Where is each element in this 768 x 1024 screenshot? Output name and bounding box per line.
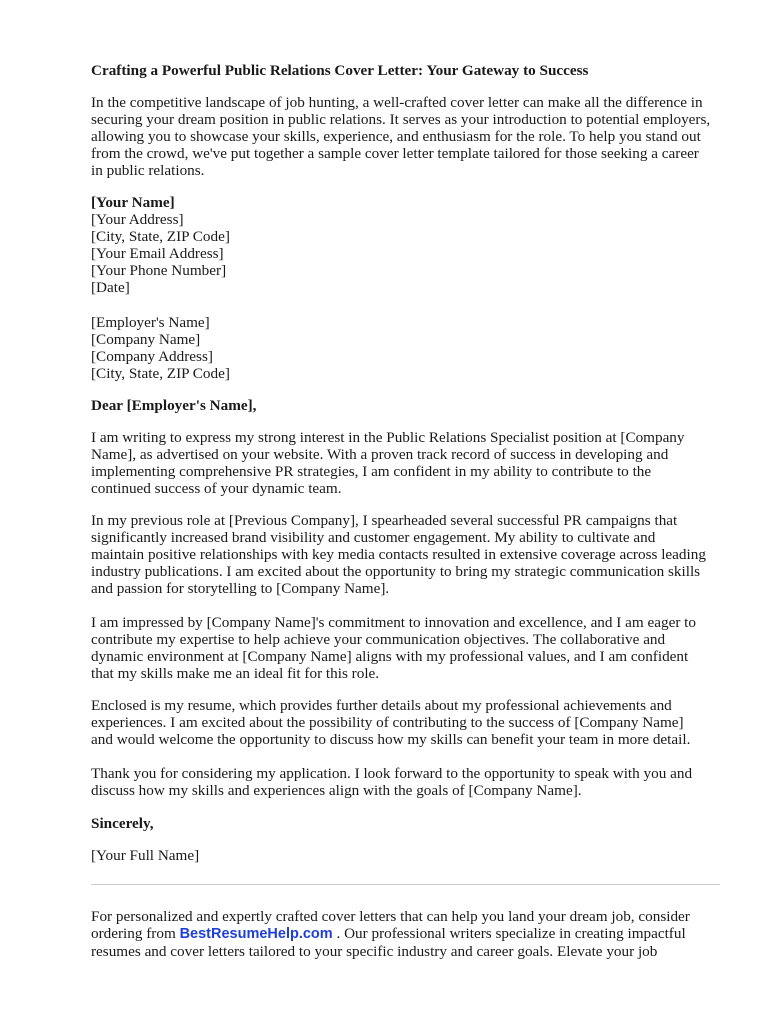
body-line: experiences. I am excited about the possibility of contributing to the success of [Company Name] (91, 714, 684, 731)
intro-line: from the crowd, we've put together a sample cover letter template tailored for those seeking a career (91, 145, 699, 162)
body-line: implementing comprehensive PR strategies, I am confident in my ability to contribute to the (91, 463, 652, 480)
sender-address-line: [City, State, ZIP Code] (91, 228, 230, 245)
body-line: discuss how my skills and experiences align with the goals of [Company Name]. (91, 782, 582, 799)
body-line: Thank you for considering my application. I look forward to the opportunity to speak with you and (91, 765, 693, 782)
promo-prefix: ordering from (91, 925, 180, 942)
recipient-address-block (91, 314, 731, 382)
body-paragraph (91, 765, 731, 799)
sender-address-block (91, 194, 731, 296)
promo-line: For personalized and expertly crafted cover letters that can help you land your dream job, consider (91, 908, 690, 925)
intro-paragraph (91, 94, 731, 179)
signature: [Your Full Name] (91, 847, 200, 864)
body-line: industry publications. I am excited about the opportunity to bring my strategic communication skills (91, 563, 701, 580)
body-line: significantly increased brand visibility and customer engagement. My ability to cultivate and (91, 529, 656, 546)
page-title: Crafting a Powerful Public Relations Cover Letter: Your Gateway to Success (91, 62, 589, 79)
sender-address-line: [Your Address] (91, 211, 184, 228)
body-paragraph (91, 614, 731, 682)
body-paragraph (91, 512, 731, 597)
bestresumehelp-link[interactable]: BestResumeHelp.com (179, 926, 333, 942)
body-paragraph (91, 697, 731, 748)
body-line: and would welcome the opportunity to discuss how my skills can benefit your team in more detail. (91, 731, 691, 748)
sender-address-line: [Date] (91, 279, 130, 296)
intro-line: in public relations. (91, 162, 205, 179)
body-line: maintain positive relationships with key media contacts resulted in extensive coverage across leading (91, 546, 706, 563)
sender-address-line: [Your Email Address] (91, 245, 224, 262)
body-line: dynamic environment at [Company Name] aligns with my professional values, and I am confident (91, 648, 689, 665)
promo-paragraph (91, 908, 731, 960)
recipient-address-line: [Company Name] (91, 331, 201, 348)
sender-address-line: [Your Phone Number] (91, 262, 227, 279)
intro-line: allowing you to showcase your skills, experience, and enthusiasm for the role. To help you stand out (91, 128, 701, 145)
body-line: I am writing to express my strong interest in the Public Relations Specialist position at [Company (91, 429, 685, 446)
body-line: I am impressed by [Company Name]'s commitment to innovation and excellence, and I am eager to (91, 614, 696, 631)
recipient-address-line: [City, State, ZIP Code] (91, 365, 230, 382)
promo-suffix: . Our professional writers specialize in creating impactful (332, 925, 686, 942)
promo-line (91, 925, 731, 943)
intro-line: In the competitive landscape of job hunting, a well-crafted cover letter can make all the difference in (91, 94, 703, 111)
closing: Sincerely, (91, 815, 154, 832)
body-paragraph (91, 429, 731, 497)
intro-line: securing your dream position in public relations. It serves as your introduction to potential employers, (91, 111, 711, 128)
body-line: Name], as advertised on your website. With a proven track record of success in developing and (91, 446, 669, 463)
body-line: In my previous role at [Previous Company], I spearheaded several successful PR campaigns that (91, 512, 678, 529)
sender-name: [Your Name] (91, 194, 175, 211)
body-line: continued success of your dynamic team. (91, 480, 342, 497)
body-line: contribute my expertise to help achieve your communication objectives. The collaborative and (91, 631, 666, 648)
recipient-address-line: [Company Address] (91, 348, 213, 365)
divider (91, 884, 720, 885)
salutation: Dear [Employer's Name], (91, 397, 257, 414)
body-line: that my skills make me an ideal fit for this role. (91, 665, 380, 682)
promo-line: resumes and cover letters tailored to your specific industry and career goals. Elevate your job (91, 943, 658, 960)
recipient-address-line: [Employer's Name] (91, 314, 210, 331)
body-line: Enclosed is my resume, which provides further details about my professional achievements and (91, 697, 672, 714)
body-line: and passion for storytelling to [Company Name]. (91, 580, 390, 597)
